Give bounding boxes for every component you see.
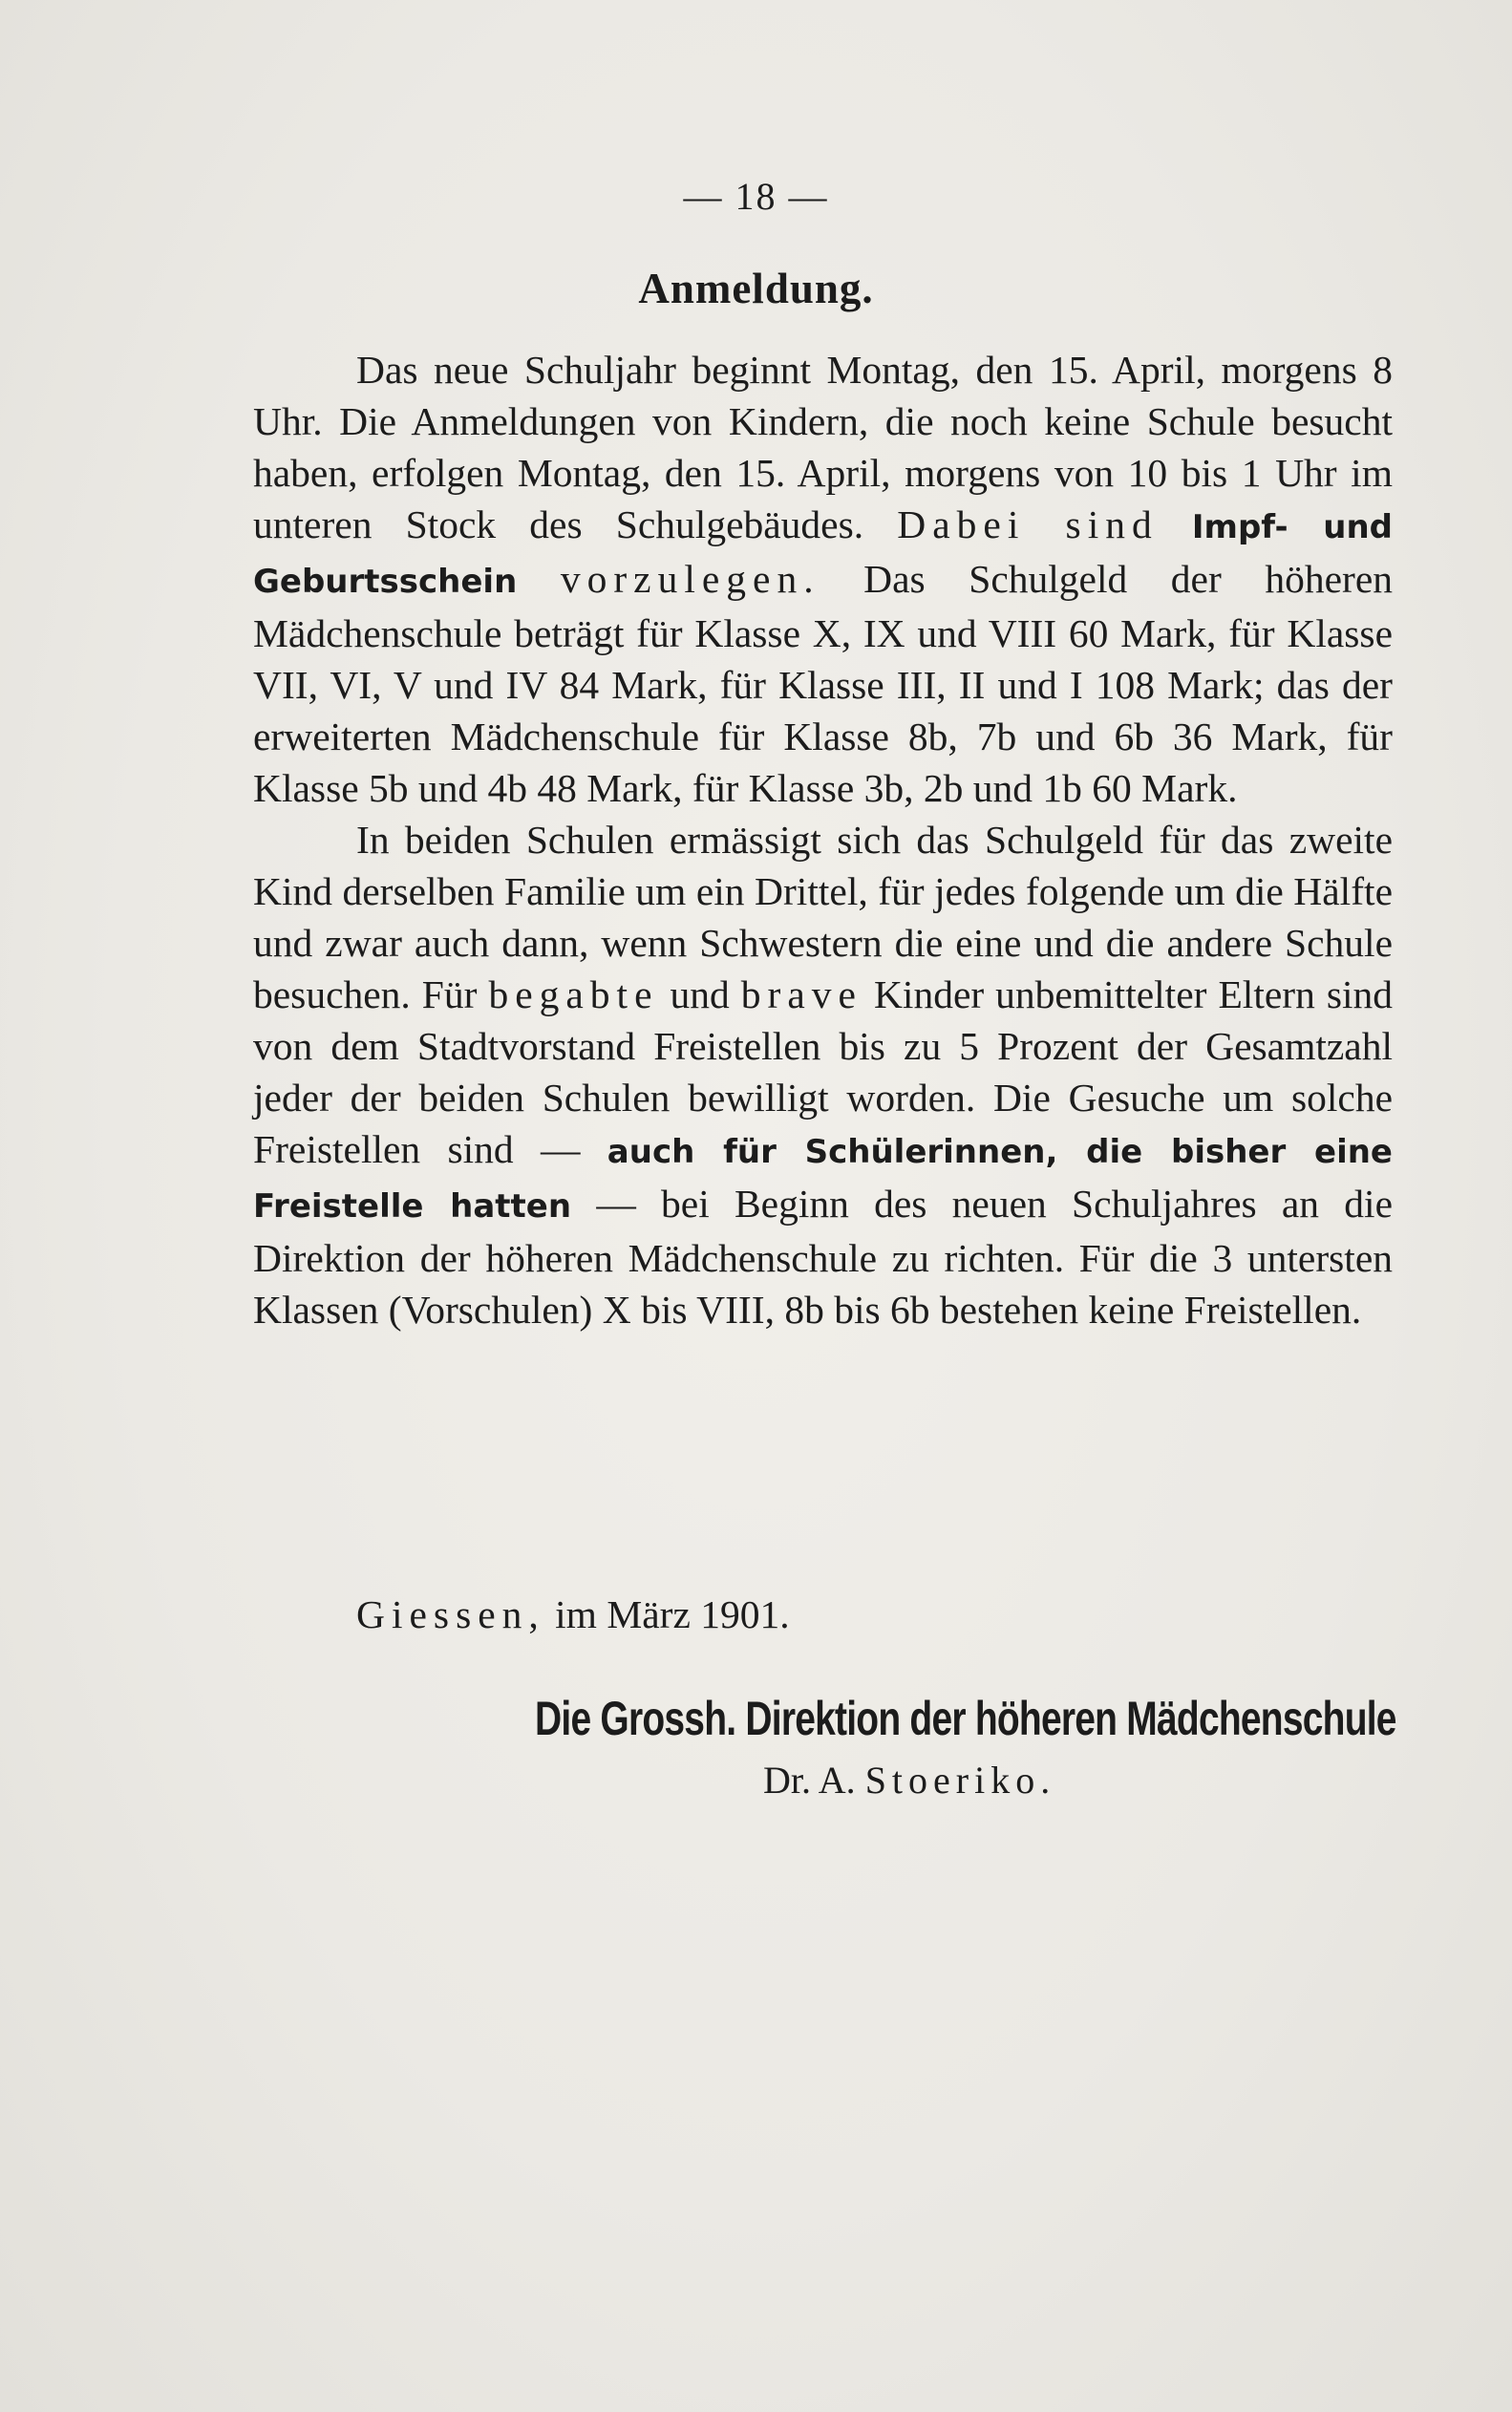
signature-institution: Die Grossh. Direktion der höheren Mädchenschule [535,1692,1396,1745]
signer-title: Dr. A. [763,1759,865,1802]
paragraph-text: und [658,972,741,1016]
emphasized-text: vorzulegen. [560,557,820,601]
date: im März 1901. [544,1592,790,1636]
body-text [253,344,1393,1335]
section-heading: Anmeldung. [638,265,874,312]
place-date [356,1591,790,1637]
emphasized-text: Dabei sind [897,502,1159,546]
paragraph-registration [253,344,1393,814]
bold-text: auch für Schülerinnen, die bisher eine Freistelle hatten [253,1133,1393,1226]
emphasized-text: brave [740,972,862,1016]
paragraph-text: Das neue Schuljahr beginnt Montag, den 15. April, morgens 8 Uhr. Die Anmeldungen von Kindern, die noch keine Schule besucht haben, erfolgen Montag, den 15. April, morgens von 10 bis 1 Uhr im unteren Stock des Schulgebäudes. [253,348,1393,546]
signer-name: Stoeriko. [864,1759,1056,1802]
emphasized-text: begabte [488,972,659,1016]
paragraph-text: Kinder unbemittelter Eltern sind von dem Stadtvorstand Freistellen bis zu 5 Prozent der Gesamtzahl jeder der beiden Schulen bewilligt worden. Die Gesuche um solche Freistellen sind — [253,972,1394,1171]
paragraph-fees [253,814,1393,1335]
place: Giessen, [356,1592,545,1636]
page-number: — 18 — [683,175,829,218]
paragraph-text: Das Schulgeld der höheren Mädchenschule beträgt für Klasse X, IX und VIII 60 Mark, für Klasse VII, VI, V und IV 84 Mark, für Klasse III, II und I 108 Mark; das der erweiterten Mädchenschule für Klasse 8b, 7b und 6b 36 Mark, für Klasse 5b und 4b 48 Mark, für Klasse 3b, 2b und 1b 60 Mark. [253,557,1393,810]
paragraph-text: — bei Beginn des neuen Schuljahres an die Direktion der höheren Mädchenschule zu richten. Für die 3 untersten Klassen (Vorschulen) X bis VIII, 8b bis 6b bestehen keine Freistellen. [253,1182,1393,1332]
paragraph-text: In beiden Schulen ermässigt sich das Schulgeld für das zweite Kind derselben Familie um ein Drittel, für jedes folgende um die Hälfte und zwar auch dann, wenn Schwestern die eine und die andere Schule besuchen. Für [253,818,1393,1016]
signature-signer [763,1758,1055,1803]
bold-text: Impf- und Geburtsschein [253,508,1393,601]
